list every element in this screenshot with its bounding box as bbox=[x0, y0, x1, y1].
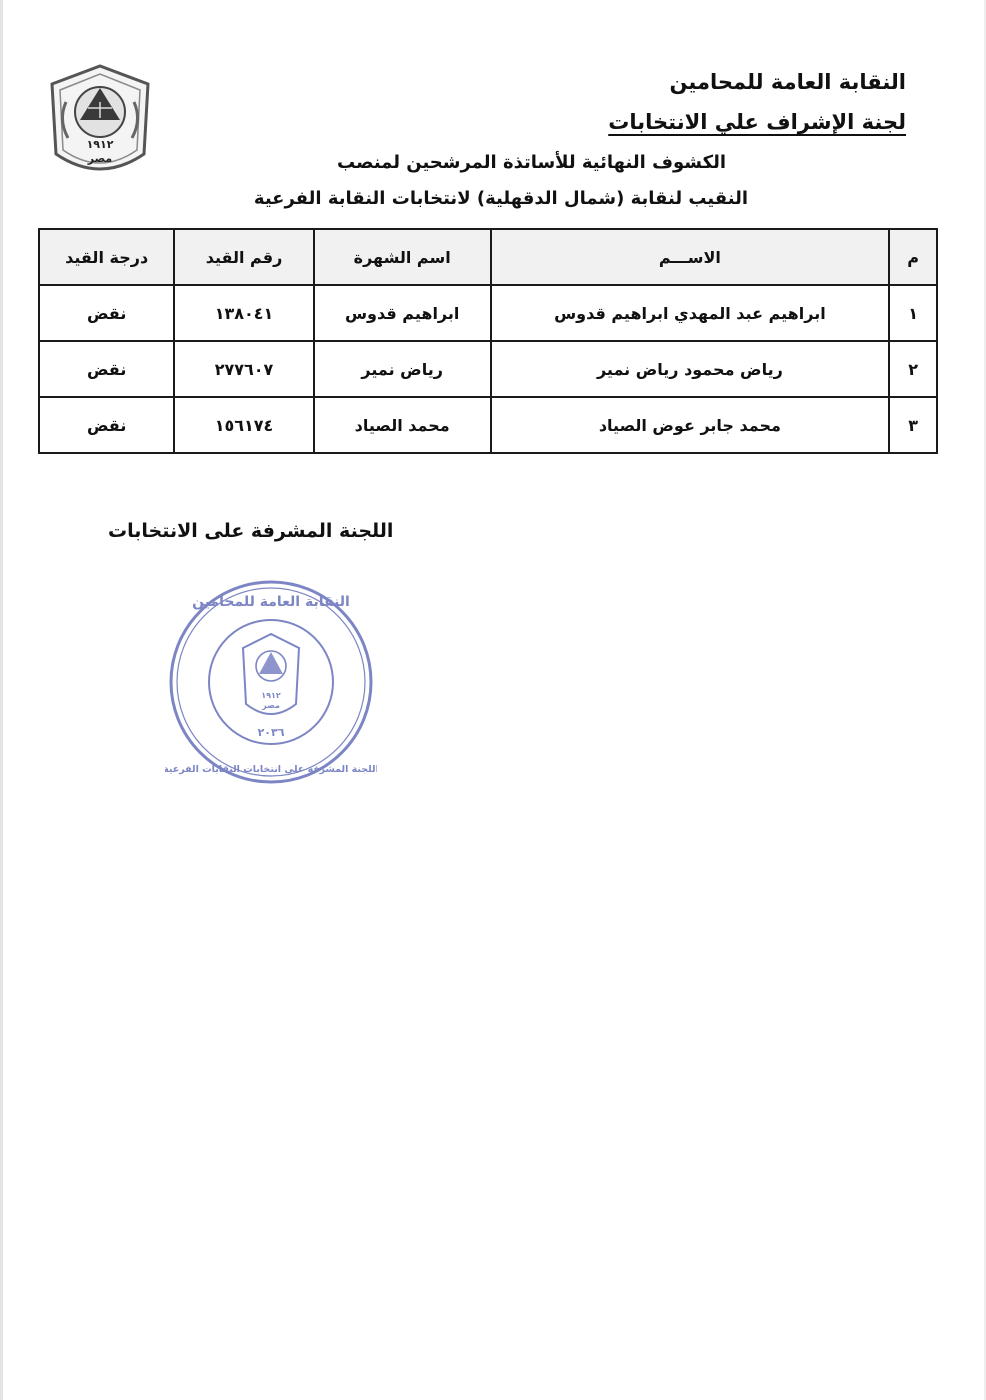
cell-reg-degree: نقض bbox=[39, 341, 174, 397]
header-famous-name: اسم الشهرة bbox=[314, 229, 491, 285]
cell-reg-number: ١٣٨٠٤١ bbox=[174, 285, 313, 341]
table-row bbox=[39, 341, 937, 397]
table-header-row bbox=[39, 229, 937, 285]
stamp-year: ٢٠٣٦ bbox=[257, 726, 285, 739]
cell-famous-name: رياض نمير bbox=[314, 341, 491, 397]
cell-reg-number: ١٥٦١٧٤ bbox=[174, 397, 313, 453]
cell-famous-name: ابراهيم قدوس bbox=[314, 285, 491, 341]
syndicate-emblem-icon bbox=[44, 62, 156, 186]
org-name: النقابة العامة للمحامين bbox=[669, 70, 906, 94]
cell-reg-number: ٢٧٧٦٠٧ bbox=[174, 341, 313, 397]
cell-m: ٣ bbox=[889, 397, 937, 453]
header-reg-degree: درجة القيد bbox=[39, 229, 174, 285]
logo-year: ١٩١٢ bbox=[86, 138, 114, 151]
stamp-logo-year: ١٩١٢ bbox=[261, 691, 281, 700]
document-title-line1: الكشوف النهائية للأساتذة المرشحين لمنصب bbox=[337, 152, 726, 173]
cell-m: ١ bbox=[889, 285, 937, 341]
document-title-line2: النقيب لنقابة (شمال الدقهلية) لانتخابات النقابة الفرعية bbox=[253, 188, 748, 209]
table-row bbox=[39, 397, 937, 453]
candidates-table bbox=[38, 228, 938, 454]
table-row bbox=[39, 285, 937, 341]
cell-name: محمد جابر عوض الصياد bbox=[491, 397, 890, 453]
cell-reg-degree: نقض bbox=[39, 397, 174, 453]
committee-title: لجنة الإشراف علي الانتخابات bbox=[608, 110, 906, 134]
header-m: م bbox=[889, 229, 937, 285]
cell-famous-name: محمد الصياد bbox=[314, 397, 491, 453]
stamp-logo-country: مصر bbox=[262, 701, 280, 710]
logo-country: مصر bbox=[87, 152, 113, 165]
header-reg-number: رقم القيد bbox=[174, 229, 313, 285]
cell-m: ٢ bbox=[889, 341, 937, 397]
cell-reg-degree: نقض bbox=[39, 285, 174, 341]
cell-name: ابراهيم عبد المهدي ابراهيم قدوس bbox=[491, 285, 890, 341]
stamp-bottom-text: اللجنة المشرفة على انتخابات النقابات الفرعية bbox=[165, 764, 377, 775]
signature-committee-label: اللجنة المشرفة على الانتخابات bbox=[108, 520, 394, 542]
cell-name: رياض محمود رياض نمير bbox=[491, 341, 890, 397]
header-name: الاســـم bbox=[491, 229, 890, 285]
official-seal-icon bbox=[165, 576, 377, 788]
stamp-top-text: النقابة العامة للمحامين bbox=[192, 594, 350, 610]
